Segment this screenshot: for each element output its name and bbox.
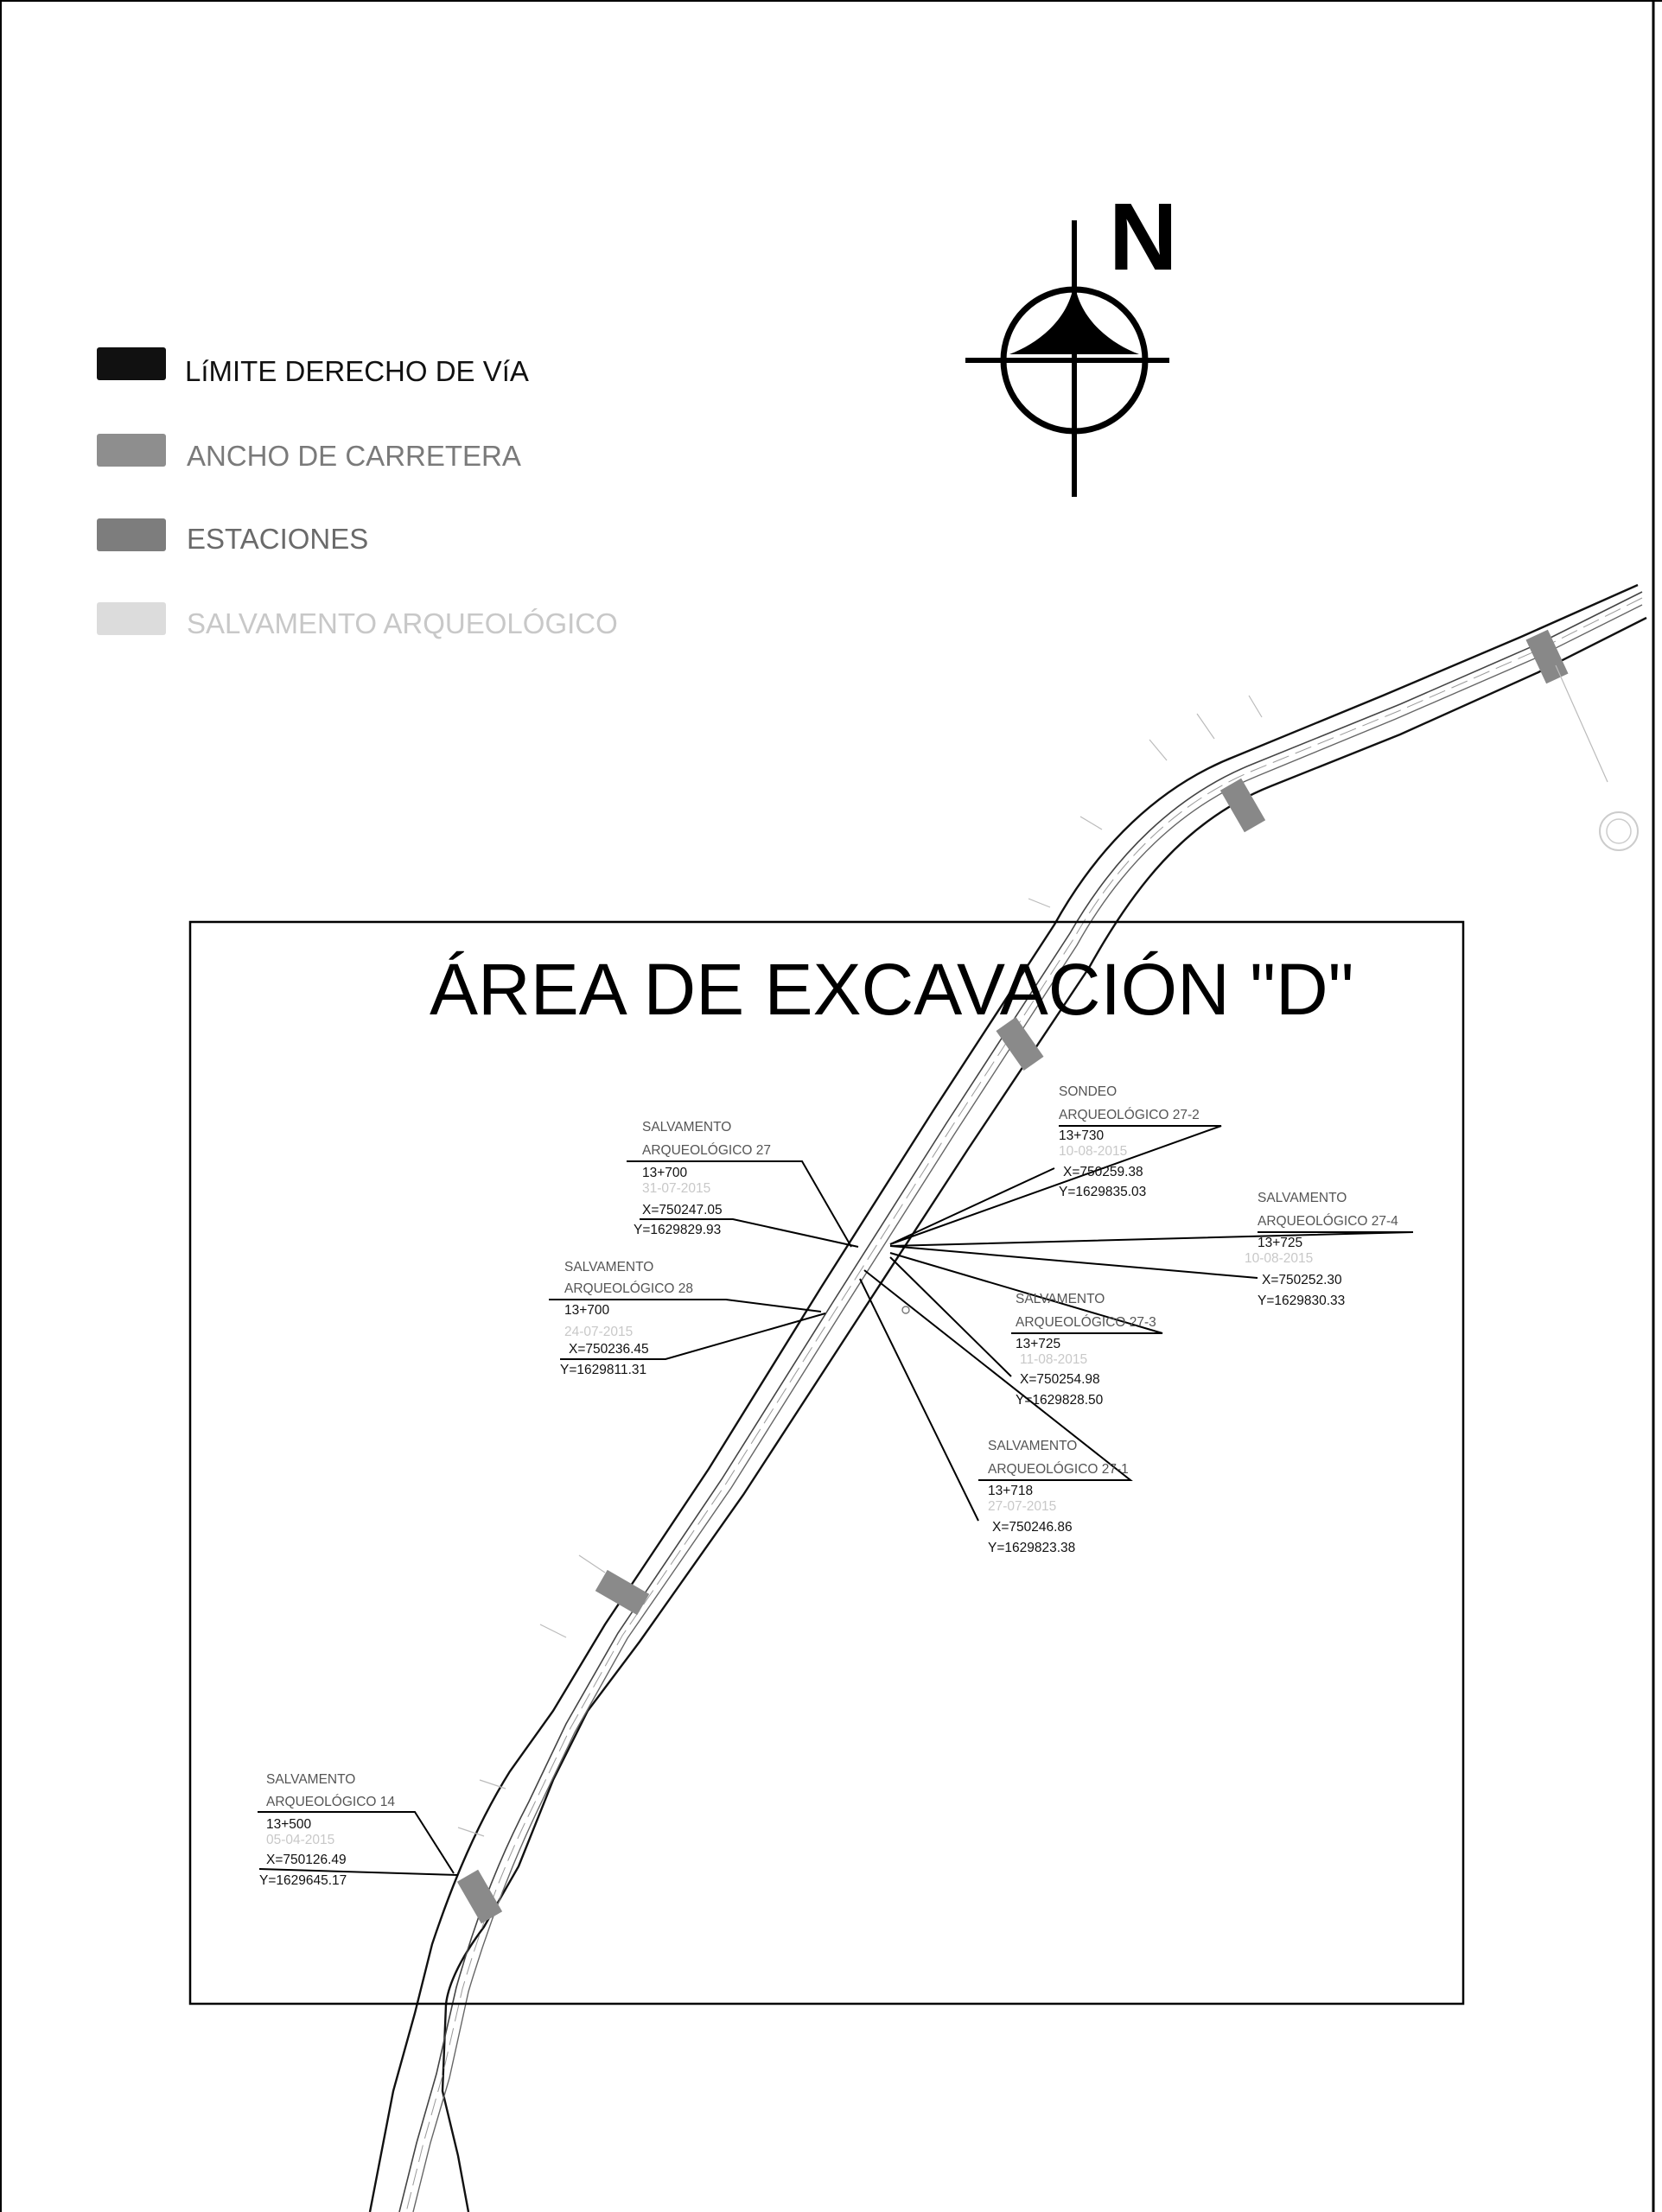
annotation-line: Y=1629835.03 <box>1059 1185 1147 1199</box>
annotation-line: SALVAMENTO <box>642 1120 732 1135</box>
annotation-line: 10-08-2015 <box>1245 1251 1314 1266</box>
legend-item-ancho <box>97 434 521 472</box>
north-label: N <box>1109 184 1178 290</box>
legend-swatch-ancho <box>97 434 166 467</box>
annotation-line: Y=1629823.38 <box>988 1541 1076 1555</box>
annotation-line: ARQUEOLÓGICO 27 <box>642 1143 772 1158</box>
annotation-line: 10-08-2015 <box>1059 1144 1128 1159</box>
annotation-line: 13+725 <box>1016 1337 1061 1351</box>
legend-swatch-estaciones <box>97 518 166 551</box>
annotation-line: X=750254.98 <box>1020 1372 1100 1387</box>
annotation-line: X=750252.30 <box>1262 1273 1342 1287</box>
annotation-line: ARQUEOLÓGICO 14 <box>266 1795 396 1809</box>
annotation-line: SALVAMENTO <box>564 1260 654 1274</box>
annotation-line: 13+500 <box>266 1817 312 1832</box>
annotation-line: Y=1629811.31 <box>560 1363 647 1377</box>
annotation-line: 27-07-2015 <box>988 1499 1057 1514</box>
annotation-line: 13+718 <box>988 1484 1034 1498</box>
annotation-line: X=750247.05 <box>642 1203 723 1217</box>
annotation-line: 13+700 <box>642 1166 688 1180</box>
annotation-line: X=750246.86 <box>992 1520 1073 1535</box>
annotation-line: ARQUEOLÓGICO 27-4 <box>1258 1214 1398 1229</box>
annotation-line: 13+700 <box>564 1303 610 1318</box>
annotation-line: ARQUEOLÓGICO 27-3 <box>1016 1315 1156 1330</box>
annotation-line: X=750126.49 <box>266 1853 347 1867</box>
annotation-line: Y=1629828.50 <box>1016 1393 1104 1408</box>
legend-swatch-limite <box>97 347 166 380</box>
annotation-line: SALVAMENTO <box>1258 1191 1347 1205</box>
annotation-line: ARQUEOLÓGICO 27-1 <box>988 1462 1129 1477</box>
annotation-line: X=750259.38 <box>1063 1165 1143 1179</box>
annotation-line: ARQUEOLÓGICO 28 <box>564 1281 694 1296</box>
annotation-line: 24-07-2015 <box>564 1325 634 1339</box>
annotation-line: 13+730 <box>1059 1128 1105 1143</box>
legend-label-estaciones: ESTACIONES <box>187 523 369 555</box>
legend-swatch-salvamento <box>97 602 166 635</box>
legend-item-estaciones <box>97 518 368 555</box>
annotation-line: Y=1629830.33 <box>1258 1294 1346 1308</box>
annotation-line: 13+725 <box>1258 1236 1303 1250</box>
legend-label-limite: LíMITE DERECHO DE VíA <box>185 355 529 387</box>
annotation-line: Y=1629829.93 <box>634 1223 722 1237</box>
excavation-area-title: ÁREA DE EXCAVACIÓN "D" <box>430 949 1354 1030</box>
legend-label-ancho: ANCHO DE CARRETERA <box>187 440 521 472</box>
annotation-line: 11-08-2015 <box>1020 1352 1088 1367</box>
annotation-line: ARQUEOLÓGICO 27-2 <box>1059 1108 1200 1122</box>
annotation-line: X=750236.45 <box>569 1342 649 1357</box>
annotation-line: 31-07-2015 <box>642 1181 711 1196</box>
annotation-line: SALVAMENTO <box>988 1439 1078 1453</box>
annotation-line: SALVAMENTO <box>1016 1292 1105 1306</box>
annotation-line: 05-04-2015 <box>266 1833 335 1847</box>
annotation-line: SONDEO <box>1059 1084 1118 1099</box>
annotation-line: SALVAMENTO <box>266 1772 356 1787</box>
legend-label-salvamento: SALVAMENTO ARQUEOLÓGICO <box>187 607 618 639</box>
annotation-line: Y=1629645.17 <box>259 1873 347 1888</box>
